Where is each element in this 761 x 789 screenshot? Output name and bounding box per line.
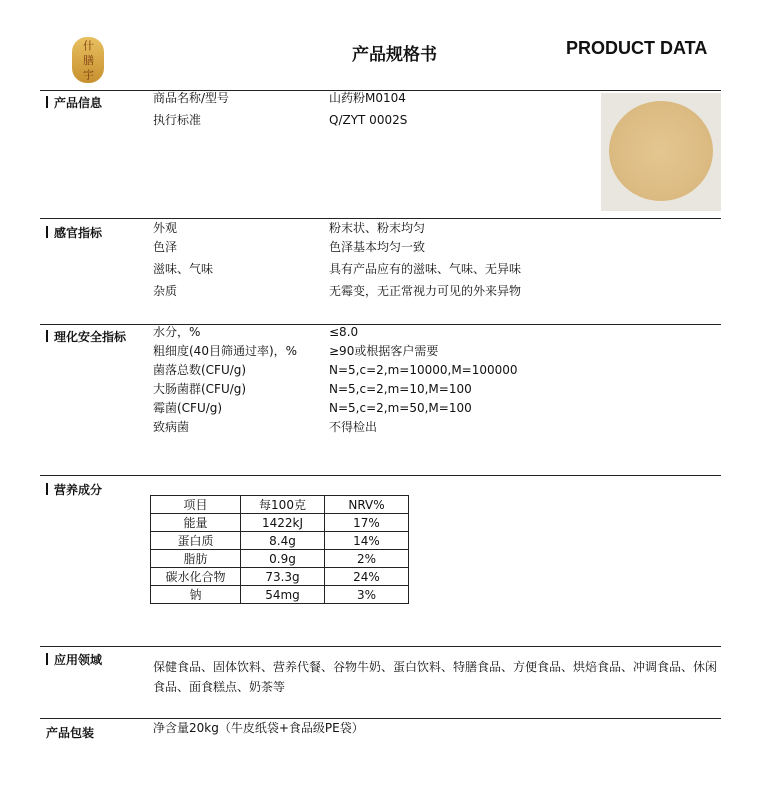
table-row (151, 532, 409, 550)
table-cell: 73.3g (241, 568, 325, 586)
section-title-application: 应用领域 (46, 651, 102, 668)
value-impurity: 无霉变，无正常视力可见的外来异物 (329, 284, 522, 298)
value-product-name: 山药粉M0104 (329, 91, 406, 105)
table-cell: 8.4g (241, 532, 325, 550)
label-total-count: 菌落总数(CFU/g) (153, 363, 247, 377)
section-title-nutrition: 营养成分 (46, 481, 102, 498)
label-standard: 执行标准 (153, 113, 202, 127)
product-photo (601, 93, 721, 211)
value-mold: N=5,c=2,m=50,M=100 (329, 401, 472, 415)
label-color: 色泽 (153, 240, 178, 254)
table-row (151, 514, 409, 532)
value-coliform: N=5,c=2,m=10,M=100 (329, 382, 472, 396)
section-divider (40, 718, 721, 719)
table-cell: 蛋白质 (151, 532, 241, 550)
section-divider (40, 646, 721, 647)
label-impurity: 杂质 (153, 284, 178, 298)
title-en: PRODUCT DATA (566, 38, 708, 58)
value-total-count: N=5,c=2,m=10000,M=100000 (329, 363, 518, 377)
value-moisture: ≤8.0 (329, 325, 359, 339)
table-cell: 钠 (151, 586, 241, 604)
table-cell: 2% (325, 550, 409, 568)
table-cell: 1422kJ (241, 514, 325, 532)
section-title-sensory: 感官指标 (46, 224, 102, 241)
table-header-cell: NRV% (325, 496, 409, 514)
label-pathogen: 致病菌 (153, 420, 190, 434)
table-cell: 17% (325, 514, 409, 532)
table-header-row (151, 496, 409, 514)
label-fineness: 粗细度(40目筛通过率)，% (153, 344, 298, 358)
value-color: 色泽基本均匀一致 (329, 240, 426, 254)
packaging-text: 净含量20kg（牛皮纸袋+食品级PE袋） (153, 721, 364, 735)
application-text: 保健食品、固体饮料、营养代餐、谷物牛奶、蛋白饮料、特膳食品、方便食品、烘焙食品、冲调食品、休闲食品、面食糕点、奶茶等 (153, 660, 718, 694)
value-fineness: ≥90或根据客户需要 (329, 344, 439, 358)
table-cell: 14% (325, 532, 409, 550)
label-appearance: 外观 (153, 221, 178, 235)
table-cell: 54mg (241, 586, 325, 604)
value-pathogen: 不得检出 (329, 420, 378, 434)
title-cn: 产品规格书 (352, 45, 437, 65)
table-cell: 0.9g (241, 550, 325, 568)
table-cell: 能量 (151, 514, 241, 532)
label-product-name: 商品名称/型号 (153, 91, 230, 105)
section-divider (40, 324, 721, 325)
value-appearance: 粉末状、粉末均匀 (329, 221, 426, 235)
section-divider (40, 475, 721, 476)
table-cell: 3% (325, 586, 409, 604)
table-row (151, 550, 409, 568)
table-header-cell: 项目 (151, 496, 241, 514)
value-taste: 具有产品应有的滋味、气味、无异味 (329, 262, 522, 276)
section-title-packaging: 产品包装 (46, 726, 95, 740)
label-coliform: 大肠菌群(CFU/g) (153, 382, 247, 396)
section-title-physchem: 理化安全指标 (46, 328, 126, 345)
label-taste: 滋味、气味 (153, 262, 214, 276)
table-cell: 碳水化合物 (151, 568, 241, 586)
table-row (151, 568, 409, 586)
table-cell: 24% (325, 568, 409, 586)
brand-logo: 什 膳 宇 (72, 37, 104, 83)
table-cell: 脂肪 (151, 550, 241, 568)
label-mold: 霉菌(CFU/g) (153, 401, 223, 415)
nutrition-table (150, 495, 409, 604)
section-title-product-info: 产品信息 (46, 94, 102, 111)
table-header-cell: 每100克 (241, 496, 325, 514)
table-row (151, 586, 409, 604)
label-moisture: 水分，% (153, 325, 201, 339)
value-standard: Q/ZYT 0002S (329, 113, 408, 127)
